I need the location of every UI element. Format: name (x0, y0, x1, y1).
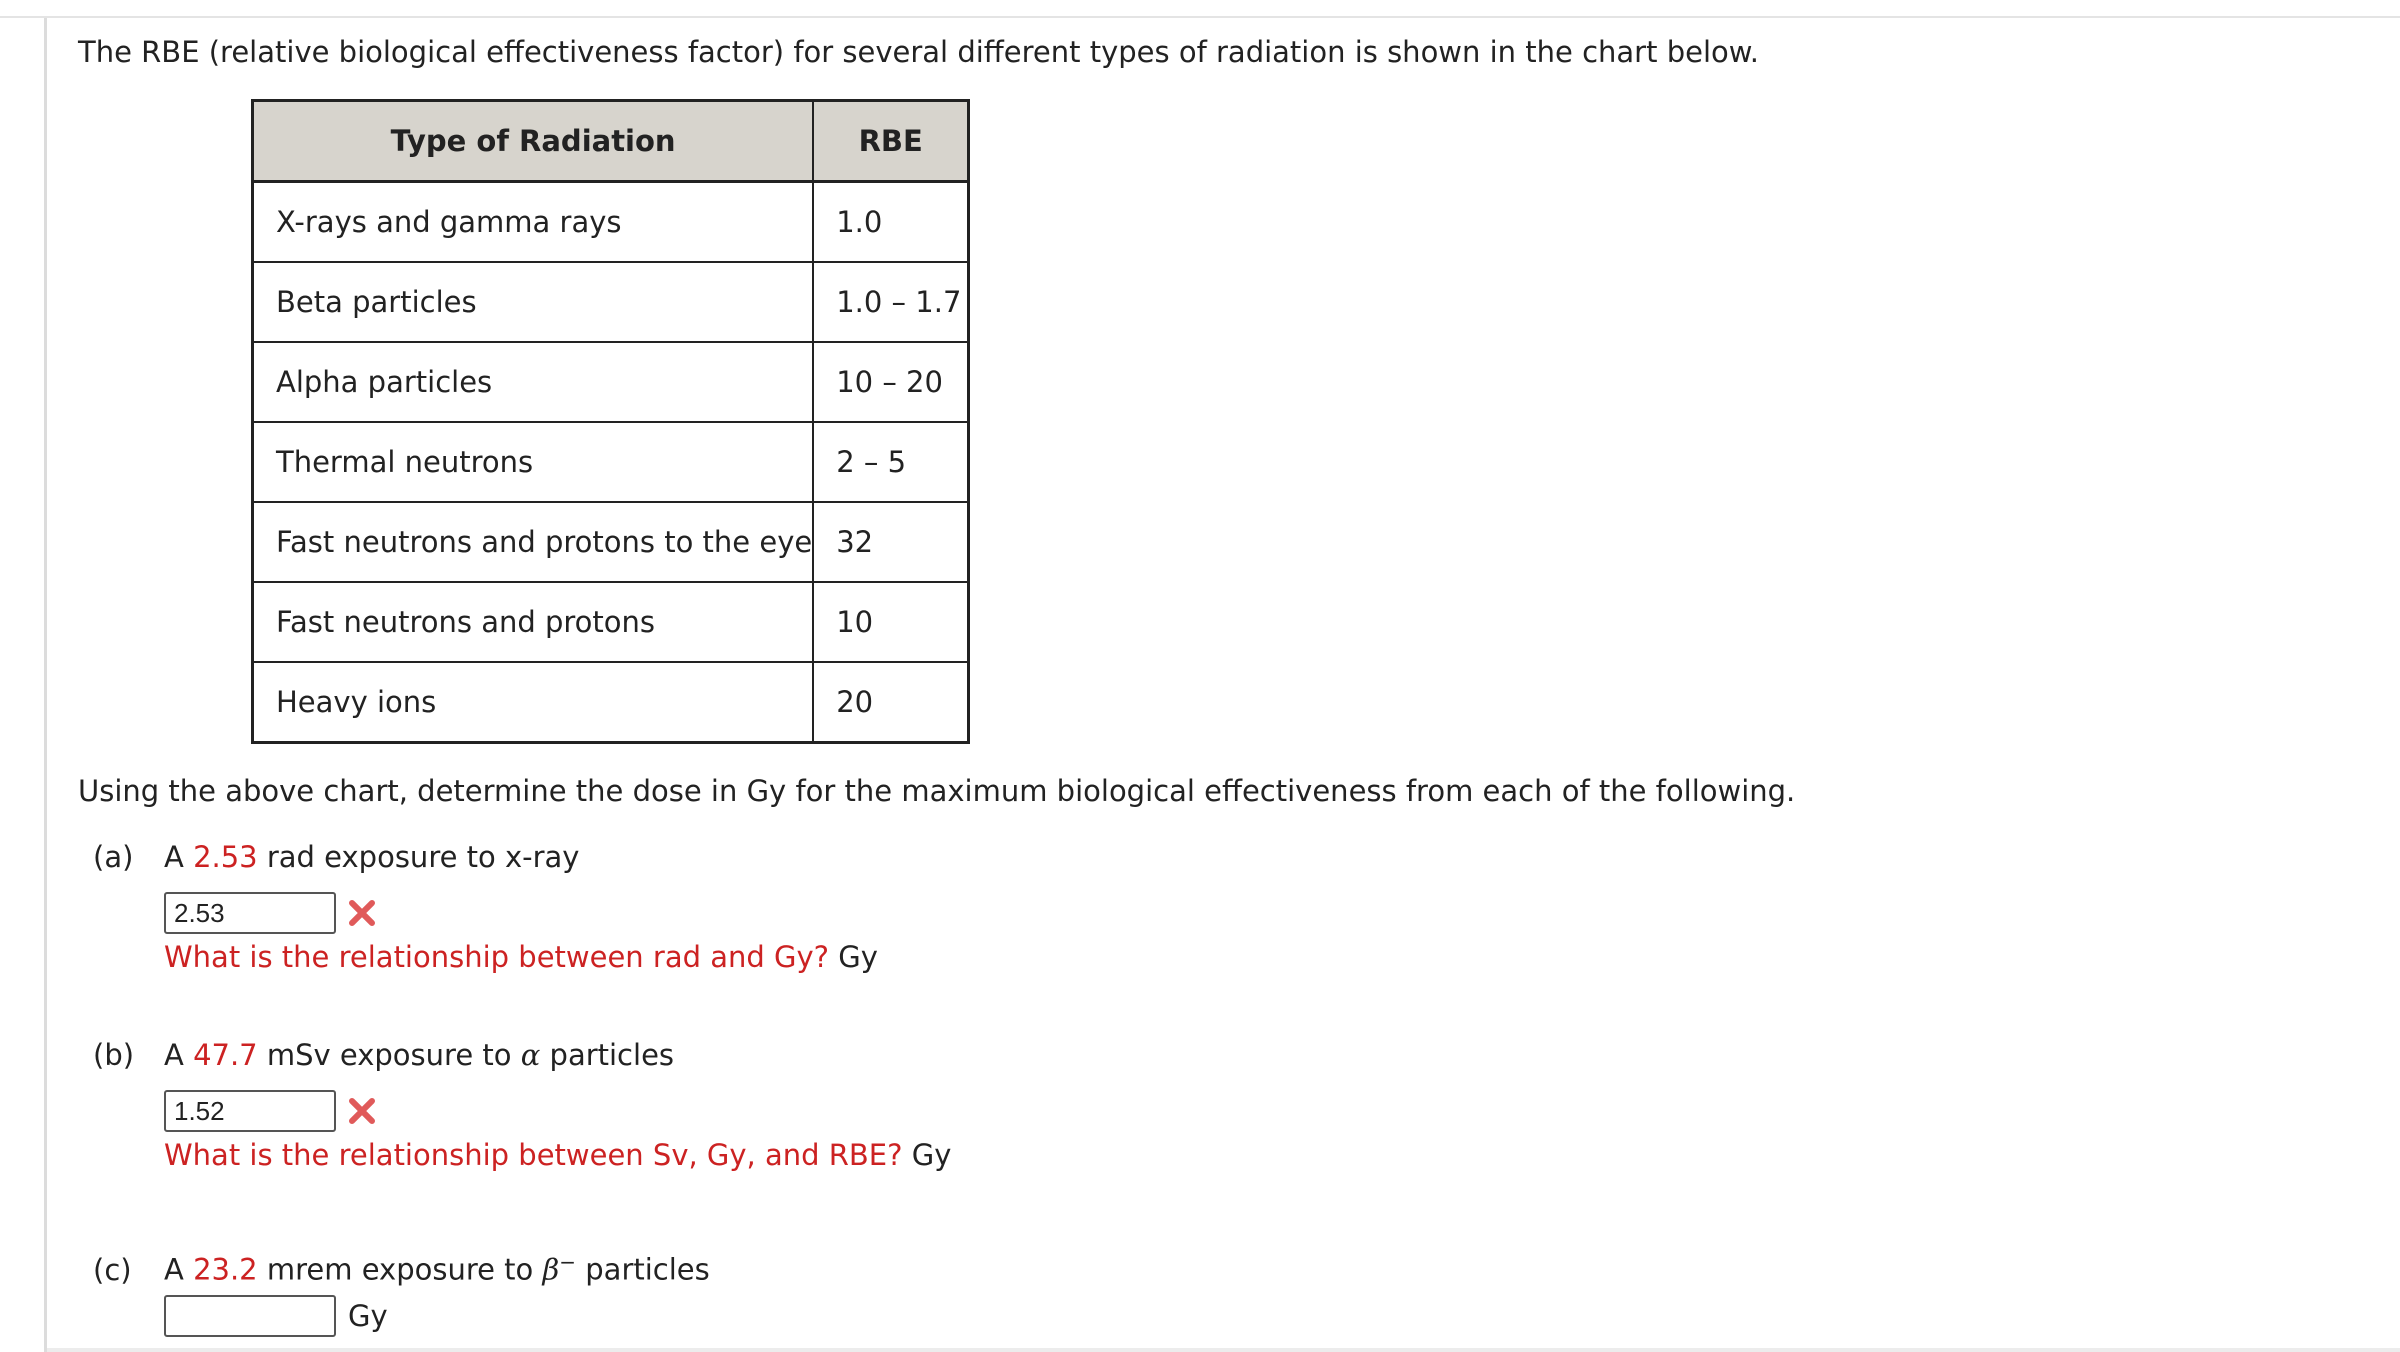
part-a-value: 2.53 (193, 840, 258, 874)
part-b-suffix-pre: mSv exposure to (266, 1038, 512, 1072)
part-a-answer-input[interactable] (164, 892, 336, 934)
rbe-value-cell: 1.0 – 1.7 (813, 262, 969, 342)
question-text: Using the above chart, determine the dose in Gy for the maximum biological effectiveness from each of the following. (78, 774, 1796, 808)
part-b-unit: Gy (911, 1138, 952, 1172)
radiation-type-cell: Fast neutrons and protons to the eye (253, 502, 814, 582)
radiation-type-cell: Beta particles (253, 262, 814, 342)
x-mark-icon (346, 897, 378, 929)
table-row (253, 342, 969, 422)
part-b-answer-input[interactable] (164, 1090, 336, 1132)
radiation-type-cell: Fast neutrons and protons (253, 582, 814, 662)
x-mark-icon (346, 1095, 378, 1127)
part-a-prompt (93, 839, 579, 875)
part-c-value: 23.2 (193, 1252, 258, 1287)
left-divider (44, 18, 47, 1352)
part-a-hint-text: What is the relationship between rad and Gy? (164, 940, 830, 974)
alpha-symbol: α (520, 1038, 541, 1072)
rbe-table (251, 99, 970, 744)
part-b-value: 47.7 (193, 1038, 258, 1072)
radiation-type-cell: Heavy ions (253, 662, 814, 743)
part-b-answer-row (164, 1089, 378, 1133)
part-b-letter: (b) (93, 1038, 135, 1072)
part-c-prompt (93, 1244, 710, 1288)
part-b-hint-text: What is the relationship between Sv, Gy, and RBE? (164, 1138, 903, 1172)
part-a-prefix: A (164, 840, 184, 874)
header-rbe: RBE (813, 101, 969, 182)
rbe-value-cell: 32 (813, 502, 969, 582)
beta-symbol: β (542, 1252, 560, 1287)
part-c-answer-input[interactable] (164, 1295, 336, 1337)
rbe-value-cell: 10 – 20 (813, 342, 969, 422)
bottom-divider (47, 1348, 2400, 1352)
rbe-value-cell: 20 (813, 662, 969, 743)
top-divider (0, 16, 2400, 18)
header-type-of-radiation: Type of Radiation (253, 101, 814, 182)
part-b-prefix: A (164, 1038, 184, 1072)
part-a-answer-row (164, 891, 378, 935)
part-c-suffix-post: particles (585, 1252, 710, 1287)
table-row (253, 422, 969, 502)
part-b-hint (164, 1137, 951, 1173)
part-a-suffix: rad exposure to x-ray (266, 840, 580, 874)
rbe-value-cell: 2 – 5 (813, 422, 969, 502)
table-row (253, 502, 969, 582)
radiation-type-cell: Thermal neutrons (253, 422, 814, 502)
part-c-unit: Gy (348, 1299, 388, 1333)
intro-text: The RBE (relative biological effectiveness factor) for several different types of radiation is shown in the chart below. (78, 35, 1760, 69)
radiation-type-cell: Alpha particles (253, 342, 814, 422)
table-row (253, 662, 969, 743)
part-c-prefix: A (164, 1252, 184, 1287)
rbe-value-cell: 1.0 (813, 182, 969, 263)
part-a-letter: (a) (93, 840, 134, 874)
beta-minus-superscript: − (559, 1250, 577, 1274)
part-c-letter: (c) (93, 1252, 132, 1287)
part-c-suffix-pre: mrem exposure to (266, 1252, 534, 1287)
table-row (253, 582, 969, 662)
radiation-type-cell: X-rays and gamma rays (253, 182, 814, 263)
part-a-hint (164, 939, 878, 975)
part-a-unit: Gy (838, 940, 878, 974)
table-row (253, 262, 969, 342)
rbe-value-cell: 10 (813, 582, 969, 662)
part-b-suffix-post: particles (549, 1038, 675, 1072)
part-c-answer-row (164, 1294, 388, 1338)
table-header-row (253, 101, 969, 182)
part-b-prompt (93, 1037, 674, 1073)
table-row (253, 182, 969, 263)
